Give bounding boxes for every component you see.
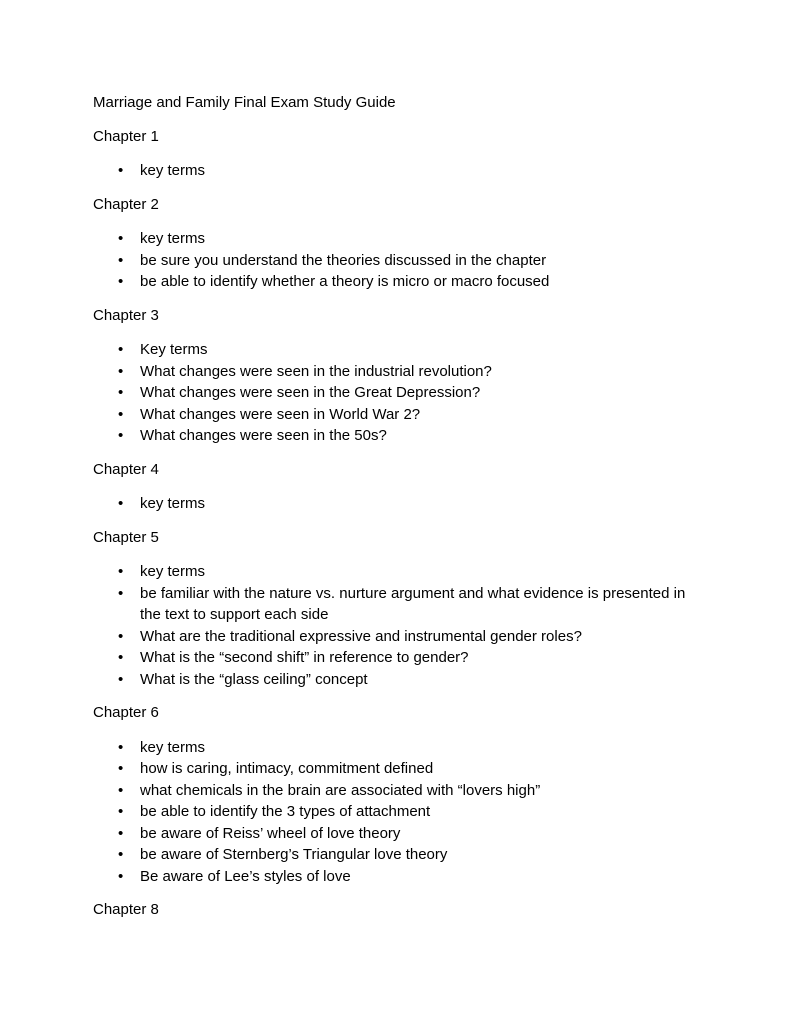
bullet-dot-icon: • bbox=[118, 341, 124, 358]
list-item bbox=[93, 228, 703, 250]
chapter-heading: Chapter 1 bbox=[93, 127, 159, 145]
list-item-text: be able to identify the 3 types of attachment bbox=[140, 803, 431, 820]
list-item-text: What changes were seen in the 50s? bbox=[140, 427, 387, 444]
bullet-dot-icon: • bbox=[118, 670, 124, 688]
list-item bbox=[93, 561, 703, 583]
list-item bbox=[93, 801, 703, 823]
list-item bbox=[93, 160, 703, 182]
list-item bbox=[93, 780, 703, 802]
list-item bbox=[93, 844, 703, 866]
list-item bbox=[93, 669, 703, 691]
bullet-dot-icon: • bbox=[118, 760, 124, 777]
list-item-text: What changes were seen in the Great Depression? bbox=[140, 384, 481, 401]
list-item-text: be aware of Reiss’ wheel of love theory bbox=[140, 824, 401, 842]
list-item-text: Be aware of Lee’s styles of love bbox=[140, 867, 351, 885]
list-item bbox=[93, 250, 703, 272]
chapter-heading: Chapter 6 bbox=[93, 704, 159, 721]
list-item-text: What is the “glass ceiling” concept bbox=[140, 670, 368, 688]
bullet-dot-icon: • bbox=[118, 162, 124, 179]
bullet-dot-icon: • bbox=[118, 273, 124, 290]
chapter-list bbox=[93, 126, 703, 921]
list-item-text: be aware of Sternberg’s Triangular love theory bbox=[140, 846, 448, 863]
list-item-text: what chemicals in the brain are associated with “lovers high” bbox=[140, 781, 541, 799]
bullet-dot-icon: • bbox=[118, 781, 124, 799]
list-item bbox=[93, 339, 703, 361]
list-item-text: key terms bbox=[140, 563, 206, 580]
list-item-text: Key terms bbox=[140, 341, 208, 358]
bullet-list bbox=[93, 339, 703, 447]
bullet-list bbox=[93, 228, 703, 293]
list-item-text: key terms bbox=[140, 162, 206, 179]
list-item bbox=[93, 758, 703, 780]
chapter-heading: Chapter 8 bbox=[93, 901, 159, 918]
bullet-dot-icon: • bbox=[118, 495, 124, 512]
list-item-text: What is the “second shift” in reference to gender? bbox=[140, 649, 469, 666]
list-item bbox=[93, 626, 703, 648]
document-page bbox=[93, 92, 703, 934]
list-item bbox=[93, 271, 703, 293]
list-item-text: how is caring, intimacy, commitment defined bbox=[140, 760, 434, 777]
list-item-text: be sure you understand the theories discussed in the chapter bbox=[140, 251, 547, 269]
document-title: Marriage and Family Final Exam Study Guide bbox=[93, 94, 396, 111]
list-item bbox=[93, 404, 703, 426]
bullet-dot-icon: • bbox=[118, 867, 124, 885]
list-item-text: key terms bbox=[140, 230, 206, 247]
bullet-dot-icon: • bbox=[118, 824, 124, 842]
bullet-dot-icon: • bbox=[118, 362, 124, 380]
list-item-text: What are the traditional expressive and instrumental gender roles? bbox=[140, 627, 582, 645]
list-item-text: key terms bbox=[140, 495, 206, 512]
bullet-list bbox=[93, 160, 703, 182]
list-item-text: be able to identify whether a theory is micro or macro focused bbox=[140, 273, 550, 290]
bullet-dot-icon: • bbox=[118, 230, 124, 247]
bullet-dot-icon: • bbox=[118, 251, 124, 269]
list-item bbox=[93, 823, 703, 845]
bullet-dot-icon: • bbox=[118, 584, 124, 602]
bullet-dot-icon: • bbox=[118, 846, 124, 863]
bullet-dot-icon: • bbox=[118, 563, 124, 580]
bullet-dot-icon: • bbox=[118, 627, 124, 645]
list-item-text: key terms bbox=[140, 738, 206, 756]
bullet-dot-icon: • bbox=[118, 405, 124, 423]
list-item bbox=[93, 647, 703, 669]
chapter-heading: Chapter 4 bbox=[93, 460, 159, 478]
bullet-dot-icon: • bbox=[118, 384, 124, 401]
bullet-dot-icon: • bbox=[118, 803, 124, 820]
chapter-heading: Chapter 5 bbox=[93, 528, 159, 546]
list-item bbox=[93, 382, 703, 404]
list-item bbox=[93, 583, 703, 626]
list-item bbox=[93, 866, 703, 888]
bullet-list bbox=[93, 493, 703, 515]
list-item bbox=[93, 737, 703, 759]
chapter-heading: Chapter 3 bbox=[93, 306, 159, 324]
bullet-list bbox=[93, 561, 703, 690]
chapter-heading: Chapter 2 bbox=[93, 195, 159, 213]
bullet-list bbox=[93, 737, 703, 888]
list-item bbox=[93, 493, 703, 515]
bullet-dot-icon: • bbox=[118, 738, 124, 756]
list-item bbox=[93, 361, 703, 383]
bullet-dot-icon: • bbox=[118, 649, 124, 666]
bullet-dot-icon: • bbox=[118, 427, 124, 444]
list-item bbox=[93, 425, 703, 447]
list-item-text: What changes were seen in the industrial revolution? bbox=[140, 362, 492, 380]
list-item-text: What changes were seen in World War 2? bbox=[140, 405, 421, 423]
list-item-text: be familiar with the nature vs. nurture argument and what evidence is presented in the text to support each side bbox=[140, 584, 686, 623]
